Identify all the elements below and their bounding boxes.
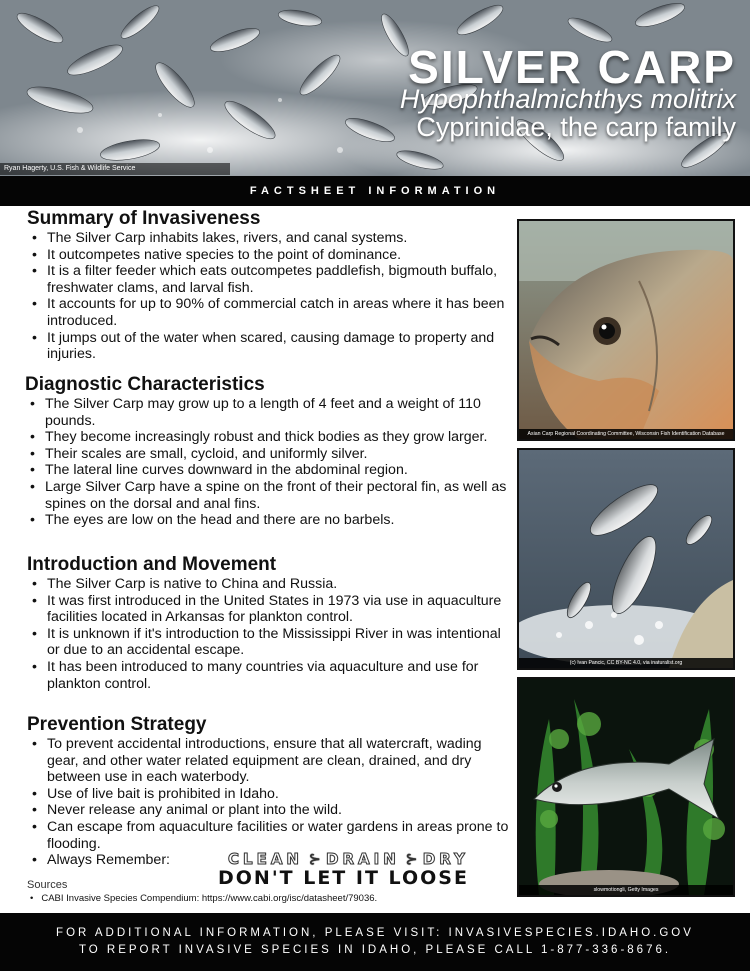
list-item: • Use of live bait is prohibited in Idaho. [27,786,509,803]
list-item: • Never release any animal or plant into the wild. [27,802,509,819]
list-item: • The Silver Carp is native to China and Russia. [27,576,509,593]
list-item: • Their scales are small, cycloid, and uniformly silver. [25,446,509,463]
diagnostic-list [25,396,509,529]
sources-label: Sources [27,879,68,891]
summary-heading: Summary of Invasiveness [27,208,261,229]
list-item: • It jumps out of the water when scared, causing damage to property and injuries. [27,330,509,363]
footer-website-line[interactable]: FOR ADDITIONAL INFORMATION, PLEASE VISIT: INVASIVESPECIES.IDAHO.GOV [56,927,694,939]
list-item: • They become increasingly robust and thick bodies as they grow larger. [25,429,509,446]
aquarium-carp-illustration [519,679,733,895]
list-item: • It was first introduced in the United States in 1973 via use in aquaculture facilities located in Arkansas for plankton control. [27,593,509,626]
list-item: • The lateral line curves downward in the abdominal region. [25,462,509,479]
species-common-name: SILVER CARP [408,41,736,93]
carp-head-photo [517,219,735,441]
slogan-separator-icon: ⊱ [302,850,326,868]
banner-photo-credit: Ryan Hagerty, U.S. Fish & Wildlife Service [0,163,230,175]
carp-head-illustration [519,221,733,439]
prevention-list [27,736,509,869]
species-scientific-name: Hypophthalmichthys molitrix [399,84,736,114]
introduction-list [27,576,509,692]
photo-caption: Asian Carp Regional Coordinating Committee, Wisconsin Fish Identification Database [519,429,733,439]
summary-section [27,208,509,363]
list-item: • It is unknown if it's introduction to the Mississippi River in was intentional or due to an accidental escape. [27,626,509,659]
clean-drain-dry-slogan [228,850,469,868]
prevention-heading: Prevention Strategy [27,714,207,735]
introduction-section [27,554,509,692]
always-remember-label: • Always Remember: [27,852,509,869]
photo-caption: (c) Ivan Pancic, CC BY-NC 4.0, via inaturalist.org [519,658,733,668]
diagnostic-section [25,374,509,529]
jumping-carp-illustration [519,450,733,668]
source-link[interactable]: • CABI Invasive Species Compendium: https://www.cabi.org/isc/datasheet/79036. [30,893,377,904]
summary-list [27,230,509,363]
footer-phone-line[interactable]: TO REPORT INVASIVE SPECIES IN IDAHO, PLEASE CALL 1-877-336-8676. [78,944,672,956]
list-item: • It accounts for up to 90% of commercial catch in areas where it has been introduced. [27,296,509,329]
prevention-section [27,714,509,869]
footer-bar [0,913,750,971]
list-item: • It outcompetes native species to the point of dominance. [27,247,509,264]
list-item: • Can escape from aquaculture facilities or water gardens in areas prone to flooding. [27,819,509,852]
list-item: • The Silver Carp inhabits lakes, rivers, and canal systems. [27,230,509,247]
slogan-clean: CLEAN [228,850,303,868]
list-item: • The eyes are low on the head and there are no barbels. [25,512,509,529]
list-item: • The Silver Carp may grow up to a length of 4 feet and a weight of 110 pounds. [25,396,509,429]
factsheet-bar: FACTSHEET INFORMATION [0,176,750,206]
dont-let-it-loose-slogan: DON'T LET IT LOOSE [218,867,469,889]
photo-caption: slowmotiongli, Getty Images [519,885,733,895]
header-banner [0,0,750,176]
aquarium-carp-photo [517,677,735,897]
slogan-separator-icon: ⊱ [399,850,423,868]
diagnostic-heading: Diagnostic Characteristics [25,374,265,395]
slogan-dry: DRY [422,850,469,868]
slogan-drain: DRAIN [326,850,400,868]
list-item: • It has been introduced to many countries via aquaculture and use for plankton control. [27,659,509,692]
jumping-carp-photo [517,448,735,670]
species-family: Cyprinidae, the carp family [416,112,736,142]
list-item: • Large Silver Carp have a spine on the front of their pectoral fin, as well as spines on the dorsal and anal fins. [25,479,509,512]
list-item: • To prevent accidental introductions, ensure that all watercraft, wading gear, and other water related equipment are clean, drained, and dry between use in each waterbody. [27,736,509,786]
introduction-heading: Introduction and Movement [27,554,277,575]
list-item: • It is a filter feeder which eats outcompetes paddlefish, bigmouth buffalo, freshwater clams, and larval fish. [27,263,509,296]
